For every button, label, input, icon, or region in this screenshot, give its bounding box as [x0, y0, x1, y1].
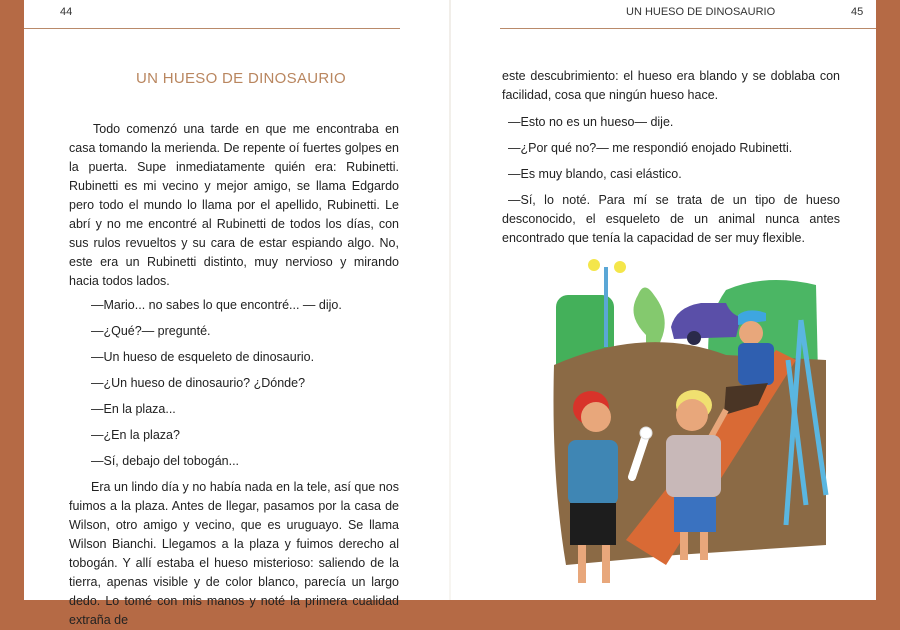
blonde-leg: [680, 532, 688, 560]
boy-head: [739, 321, 763, 345]
blonde-shorts: [674, 497, 716, 532]
left-page: [24, 0, 450, 627]
dialogue-line: —Sí, debajo del tobogán...: [91, 454, 240, 468]
left-text-block: [69, 120, 399, 630]
blonde-shirt: [666, 435, 721, 497]
left-paragraph-1: Todo comenzó una tarde en que me encontraba en casa tomando la merienda. De repente oí fuertes golpes en la puerta. Supe inmediatamente quién era: Rubinetti. Rubinetti es mi vecino y mejor amigo, se llama Edgardo pero todo el mundo lo llama por el apellido, Rubinetti. Le abrí y no me encontré al Rubinetti de todos los días, con sus rulos revueltos y su cara de estar espiando algo. No, este era un Rubinetti distinto, muy nervioso y mirando hacia todos lados.: [69, 122, 399, 288]
lamp-light-icon: [614, 261, 626, 273]
car-wheel-icon: [687, 331, 701, 345]
blonde-leg: [700, 532, 708, 560]
right-paragraph-2: —Sí, lo noté. Para mí se trata de un tipo de hueso desconocido, el esqueleto de un animal nunca antes encontrado que tenía la capacidad de ser muy flexible.: [502, 193, 840, 245]
dialogue-line: —¿En la plaza?: [91, 428, 180, 442]
dialogue-line: —Un hueso de esqueleto de dinosaurio.: [91, 350, 315, 364]
dialogue-line: —¿Un hueso de dinosaurio? ¿Dónde?: [91, 376, 306, 390]
lamp-light-icon: [588, 259, 600, 271]
left-paragraph-2: Era un lindo día y no había nada en la tele, así que nos fuimos a la plaza. Antes de llegar, pasamos por la casa de Wilson, otro amigo y vecino, que es uruguayo. Se llama Wilson Bianchi. Llegamos a la plaza y fuimos derecho al tobogán. Y allí estaba el hueso misterioso: saliendo de la tierra, apenas visible y de color blanco, parecía un largo dedo. Lo tomé con mis manos y noté la primera cualidad extraña de: [69, 480, 399, 627]
dialogue-line: —¿Qué?— pregunté.: [91, 324, 211, 338]
chapter-title: UN HUESO DE DINOSAURIO: [136, 70, 346, 87]
left-header-rule: [24, 28, 400, 29]
left-page-number: 44: [60, 6, 73, 18]
kid-shorts: [570, 503, 616, 545]
right-text-block: [502, 67, 840, 248]
right-header-rule: [500, 28, 876, 29]
bone-end-icon: [640, 427, 652, 439]
dialogue-line: —Mario... no sabes lo que encontré... — dijo.: [91, 298, 342, 312]
dialogue-line: —Es muy blando, casi elástico.: [508, 167, 682, 181]
kid-head: [581, 402, 611, 432]
dialogue-line: —¿Por qué no?— me respondió enojado Rubinetti.: [508, 141, 793, 155]
kid-leg: [578, 545, 586, 583]
boy-shirt: [738, 343, 774, 385]
right-page-number: 45: [851, 6, 864, 18]
right-paragraph-1: este descubrimiento: el hueso era blando y se doblaba con facilidad, cosa que ningún hueso hace.: [502, 69, 840, 102]
blonde-head: [676, 399, 708, 431]
running-title: UN HUESO DE DINOSAURIO: [626, 6, 776, 18]
dialogue-line: —En la plaza...: [91, 402, 176, 416]
dialogue-line: —Esto no es un hueso— dije.: [508, 115, 674, 129]
lamp-post: [604, 267, 608, 347]
book-spread: [24, 0, 876, 627]
kid-leg: [602, 545, 610, 583]
tree-crown: [634, 288, 665, 352]
kid-shirt: [568, 440, 618, 505]
playground-illustration: [526, 255, 856, 600]
